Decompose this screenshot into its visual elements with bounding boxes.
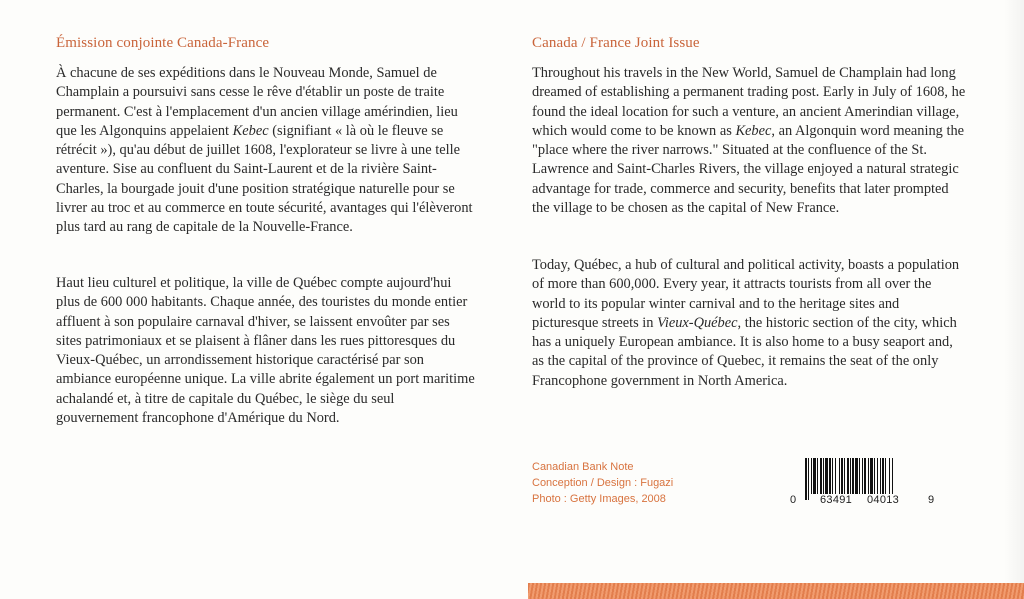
french-heading: Émission conjointe Canada-France [56, 35, 270, 51]
barcode-left-group: 63491 [820, 494, 853, 506]
english-p2-text-a: Today, Québec, a hub of cultural and political activity, boasts a population of more than 600,000. Every year, it attracts tourists from all over the world to its popular winter carnival and to the heritage sites and picturesque streets in [532, 257, 960, 331]
barcode-right-group: 04013 [867, 494, 900, 506]
english-p1-text-b: , an Algonquin word meaning the "place where the river narrows." Situated at the confluence of the St. Lawrence and Saint-Charles Rivers, the village enjoyed a natural strategic advantage for trade, commerce and security, benefits that later prompted the village to be chosen as the capital of New France. [532, 122, 965, 217]
english-p2-text-b: , the historic section of the city, which has a uniquely European ambiance. It is also home to a busy seaport and, as the capital of the province of Quebec, it remains the seat of the only Francophone government in North America. [532, 314, 957, 389]
english-paragraph-1 [532, 64, 968, 218]
english-p1-emphasis: Kebec [735, 122, 772, 139]
french-p1-text-a: À chacune de ses expéditions dans le Nouveau Monde, Samuel de Champlain a poursuivi sans cesse le rêve d'établir un poste de traite permanent. C'est à l'emplacement d'un ancien village amérindien, lieu que les Algonquins appelaient [56, 65, 458, 139]
decorative-stripe [528, 583, 1024, 599]
english-p1-text-a: Throughout his travels in the New World, Samuel de Champlain had long dreamed of establishing a permanent trading post. Early in July of 1608, he found the ideal location for such a venture, an ancient Amerindian village, which would come to be known as [532, 65, 966, 139]
english-p2-emphasis: Vieux-Québec [657, 314, 738, 331]
french-p1-text-b: (signifiant « là où le fleuve se rétrécit »), qu'au début de juillet 1608, l'explorateur se livre à une telle aventure. Sise au confluent du Saint-Laurent et de la rivière Saint-Charles, la bourgade jouit d'une position stratégique naturelle pour se livrer au troc et au commerce en toute sécurité, avantages qui l'élèveront plus tard au rang de capitale de la Nouvelle-France. [56, 122, 473, 236]
credit-printer: Canadian Bank Note [532, 461, 634, 473]
credits-block [532, 459, 673, 507]
credit-design: Conception / Design : Fugazi [532, 477, 674, 489]
barcode-last-digit: 9 [928, 494, 935, 506]
credit-photo: Photo : Getty Images, 2008 [532, 493, 666, 505]
french-p1-emphasis: Kebec [232, 122, 269, 139]
english-paragraph-2 [532, 256, 968, 391]
french-paragraph-2: Haut lieu culturel et politique, la ville de Québec compte aujourd'hui plus de 600 000 habitants. Chaque année, des touristes du monde entier affluent à son populaire carnaval d'hiver, se laissent envoûter par ses sites patrimoniaux et se plaisent à flâner dans les rues pittoresques du Vieux-Québec, un arrondissement historique caractérisé par son ambiance européenne unique. La ville abrite également un port maritime achalandé et, à titre de capitale du Québec, le siège du seul gouvernement francophone d'Amérique du Nord. [56, 275, 475, 427]
english-heading: Canada / France Joint Issue [532, 35, 700, 51]
upc-barcode [790, 458, 935, 508]
french-paragraph-1 [56, 64, 476, 238]
fold-shadow [1004, 0, 1024, 583]
barcode-first-digit: 0 [790, 494, 797, 506]
